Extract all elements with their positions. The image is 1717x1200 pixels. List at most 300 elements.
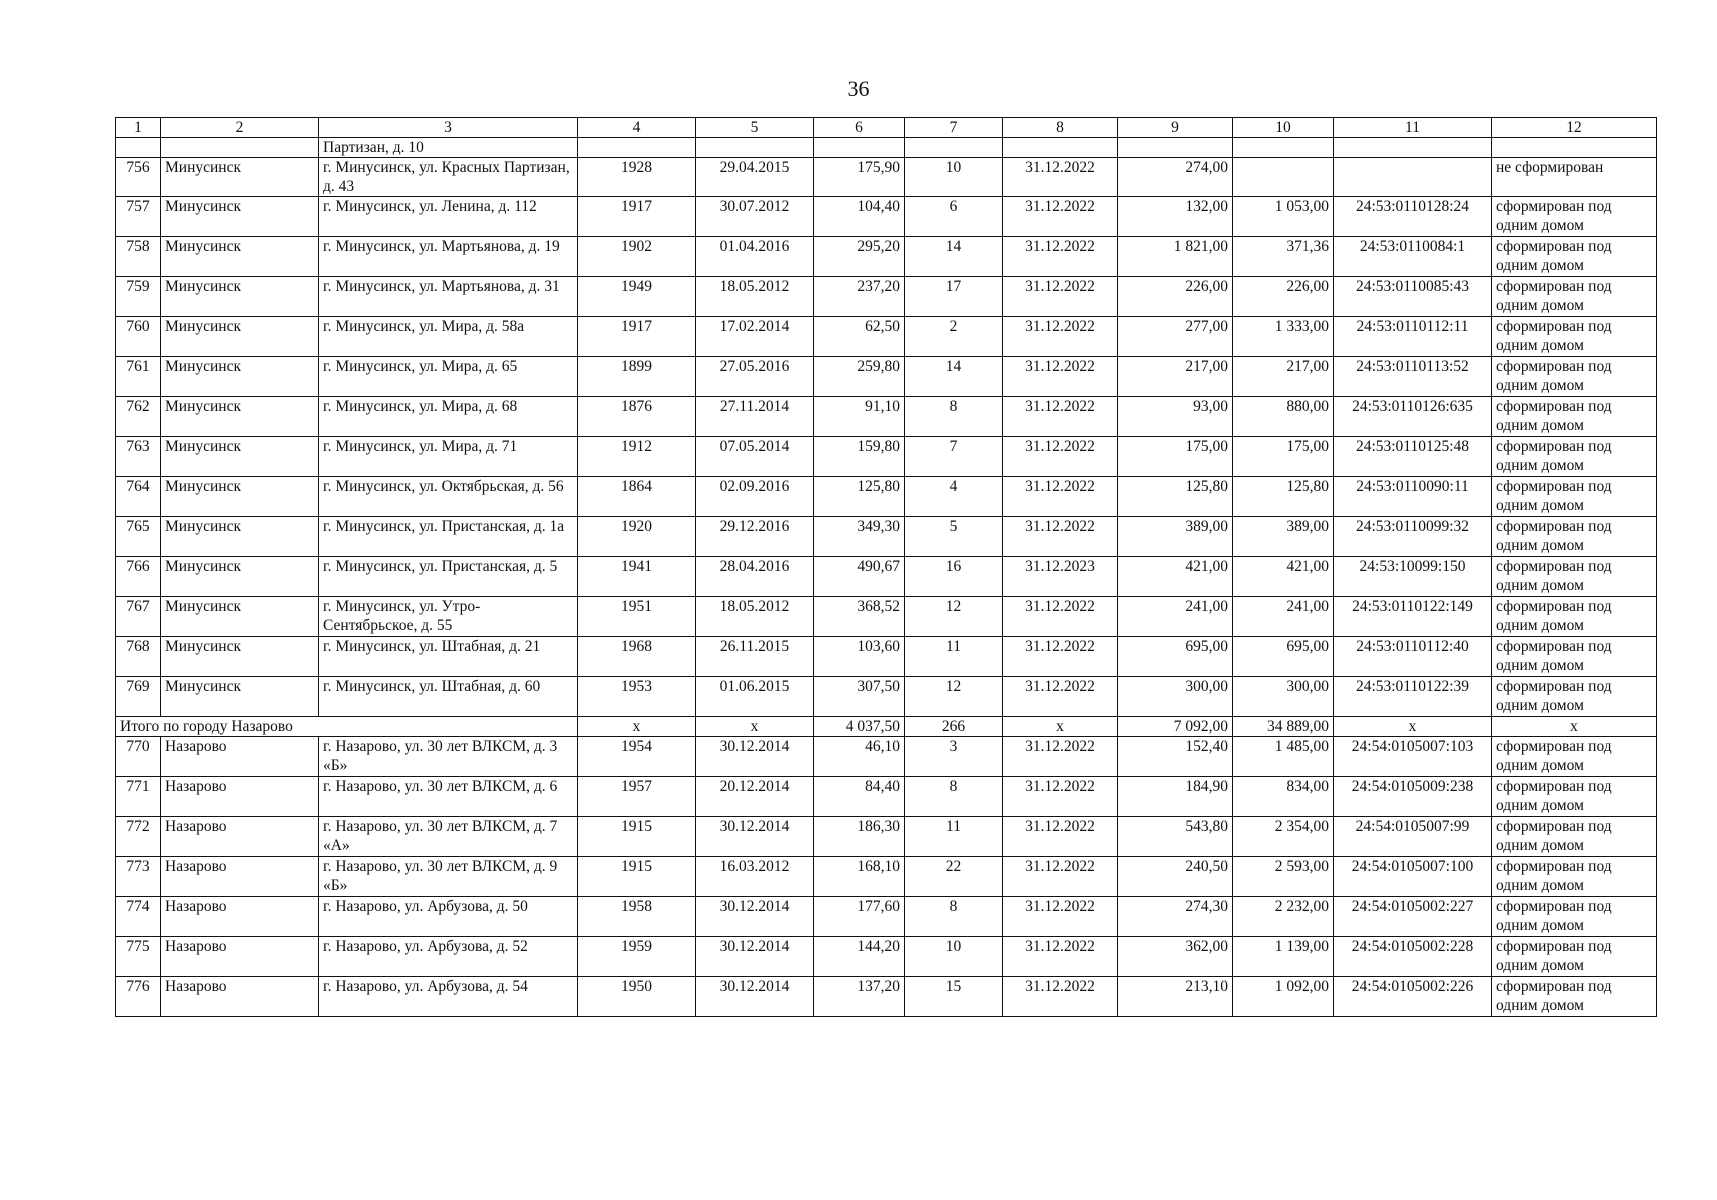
relocation-deadline: 31.12.2022 bbox=[1003, 597, 1118, 637]
area-value: 368,52 bbox=[814, 597, 905, 637]
residents-count: 11 bbox=[905, 637, 1003, 677]
build-year: 1917 bbox=[578, 197, 696, 237]
cadastral-number: 24:54:0105002:227 bbox=[1334, 897, 1492, 937]
relocation-deadline bbox=[1003, 138, 1118, 158]
table-row bbox=[116, 677, 1657, 717]
relocation-deadline: 31.12.2022 bbox=[1003, 737, 1118, 777]
address: г. Минусинск, ул. Штабная, д. 60 bbox=[319, 677, 578, 717]
residents-count bbox=[905, 138, 1003, 158]
area-value: 62,50 bbox=[814, 317, 905, 357]
value-col10: 300,00 bbox=[1233, 677, 1334, 717]
address: г. Минусинск, ул. Пристанская, д. 1а bbox=[319, 517, 578, 557]
area-value: 237,20 bbox=[814, 277, 905, 317]
area-value: 46,10 bbox=[814, 737, 905, 777]
cadastral-number: 24:53:0110122:39 bbox=[1334, 677, 1492, 717]
survey-date: 27.05.2016 bbox=[696, 357, 814, 397]
build-year: 1928 bbox=[578, 158, 696, 197]
cadastral-number bbox=[1334, 158, 1492, 197]
survey-date: 30.12.2014 bbox=[696, 897, 814, 937]
table-row bbox=[116, 357, 1657, 397]
residents-count: 15 bbox=[905, 977, 1003, 1017]
relocation-deadline: 31.12.2022 bbox=[1003, 897, 1118, 937]
column-number: 7 bbox=[905, 118, 1003, 138]
residents-count: 11 bbox=[905, 817, 1003, 857]
city-name: Минусинск bbox=[161, 477, 319, 517]
value-col9: 274,30 bbox=[1118, 897, 1233, 937]
area-value: 91,10 bbox=[814, 397, 905, 437]
land-status: сформирован под одним домом bbox=[1492, 237, 1657, 277]
survey-date: 30.12.2014 bbox=[696, 977, 814, 1017]
relocation-deadline: 31.12.2022 bbox=[1003, 637, 1118, 677]
row-number: 773 bbox=[116, 857, 161, 897]
relocation-deadline: 31.12.2022 bbox=[1003, 857, 1118, 897]
residents-count: 2 bbox=[905, 317, 1003, 357]
column-number: 5 bbox=[696, 118, 814, 138]
row-number: 776 bbox=[116, 977, 161, 1017]
survey-date bbox=[696, 138, 814, 158]
area-value: 295,20 bbox=[814, 237, 905, 277]
build-year: 1968 bbox=[578, 637, 696, 677]
relocation-deadline: 31.12.2022 bbox=[1003, 677, 1118, 717]
total-v10: 34 889,00 bbox=[1233, 717, 1334, 737]
row-number: 772 bbox=[116, 817, 161, 857]
build-year: 1920 bbox=[578, 517, 696, 557]
cadastral-number: 24:53:0110112:11 bbox=[1334, 317, 1492, 357]
total-area: 4 037,50 bbox=[814, 717, 905, 737]
cadastral-number: 24:53:0110125:48 bbox=[1334, 437, 1492, 477]
land-status: сформирован под одним домом bbox=[1492, 637, 1657, 677]
value-col10 bbox=[1233, 158, 1334, 197]
area-value: 144,20 bbox=[814, 937, 905, 977]
value-col10 bbox=[1233, 138, 1334, 158]
city-name: Минусинск bbox=[161, 517, 319, 557]
build-year: 1953 bbox=[578, 677, 696, 717]
table-row bbox=[116, 897, 1657, 937]
cadastral-number: 24:53:0110112:40 bbox=[1334, 637, 1492, 677]
value-col9: 695,00 bbox=[1118, 637, 1233, 677]
residents-count: 8 bbox=[905, 777, 1003, 817]
residents-count: 3 bbox=[905, 737, 1003, 777]
area-value: 159,80 bbox=[814, 437, 905, 477]
address: г. Назарово, ул. Арбузова, д. 54 bbox=[319, 977, 578, 1017]
city-name: Назарово bbox=[161, 897, 319, 937]
value-col10: 1 485,00 bbox=[1233, 737, 1334, 777]
relocation-deadline: 31.12.2022 bbox=[1003, 397, 1118, 437]
column-number: 8 bbox=[1003, 118, 1118, 138]
column-number: 6 bbox=[814, 118, 905, 138]
value-col10: 1 139,00 bbox=[1233, 937, 1334, 977]
area-value: 168,10 bbox=[814, 857, 905, 897]
survey-date: 27.11.2014 bbox=[696, 397, 814, 437]
table-row bbox=[116, 138, 1657, 158]
total-year: x bbox=[578, 717, 696, 737]
build-year bbox=[578, 138, 696, 158]
row-number: 770 bbox=[116, 737, 161, 777]
land-status: сформирован под одним домом bbox=[1492, 677, 1657, 717]
address: г. Минусинск, ул. Мартьянова, д. 31 bbox=[319, 277, 578, 317]
survey-date: 26.11.2015 bbox=[696, 637, 814, 677]
area-value: 125,80 bbox=[814, 477, 905, 517]
land-status: сформирован под одним домом bbox=[1492, 557, 1657, 597]
area-value: 186,30 bbox=[814, 817, 905, 857]
row-number: 769 bbox=[116, 677, 161, 717]
column-number: 3 bbox=[319, 118, 578, 138]
value-col9: 1 821,00 bbox=[1118, 237, 1233, 277]
relocation-deadline: 31.12.2022 bbox=[1003, 237, 1118, 277]
land-status bbox=[1492, 138, 1657, 158]
build-year: 1958 bbox=[578, 897, 696, 937]
residents-count: 22 bbox=[905, 857, 1003, 897]
table-row bbox=[116, 937, 1657, 977]
city-name: Минусинск bbox=[161, 158, 319, 197]
row-number: 767 bbox=[116, 597, 161, 637]
city-name: Назарово bbox=[161, 857, 319, 897]
build-year: 1912 bbox=[578, 437, 696, 477]
land-status: сформирован под одним домом bbox=[1492, 357, 1657, 397]
value-col9: 93,00 bbox=[1118, 397, 1233, 437]
build-year: 1915 bbox=[578, 857, 696, 897]
value-col10: 241,00 bbox=[1233, 597, 1334, 637]
area-value: 103,60 bbox=[814, 637, 905, 677]
value-col10: 421,00 bbox=[1233, 557, 1334, 597]
cadastral-number: 24:54:0105002:228 bbox=[1334, 937, 1492, 977]
land-status: не сформирован bbox=[1492, 158, 1657, 197]
value-col9: 421,00 bbox=[1118, 557, 1233, 597]
residents-count: 14 bbox=[905, 237, 1003, 277]
table-row bbox=[116, 197, 1657, 237]
address: г. Минусинск, ул. Мира, д. 68 bbox=[319, 397, 578, 437]
survey-date: 01.04.2016 bbox=[696, 237, 814, 277]
column-number-row bbox=[116, 118, 1657, 138]
table-row bbox=[116, 557, 1657, 597]
total-v9: 7 092,00 bbox=[1118, 717, 1233, 737]
value-col9: 152,40 bbox=[1118, 737, 1233, 777]
table-row bbox=[116, 277, 1657, 317]
column-number: 2 bbox=[161, 118, 319, 138]
address: г. Назарово, ул. 30 лет ВЛКСМ, д. 6 bbox=[319, 777, 578, 817]
value-col9: 175,00 bbox=[1118, 437, 1233, 477]
row-number: 760 bbox=[116, 317, 161, 357]
value-col9: 543,80 bbox=[1118, 817, 1233, 857]
city-name bbox=[161, 138, 319, 158]
page-number: 36 bbox=[847, 76, 870, 101]
cadastral-number: 24:53:0110090:11 bbox=[1334, 477, 1492, 517]
survey-date: 30.12.2014 bbox=[696, 737, 814, 777]
total-label: Итого по городу Назарово bbox=[116, 717, 578, 737]
value-col10: 1 092,00 bbox=[1233, 977, 1334, 1017]
residents-count: 16 bbox=[905, 557, 1003, 597]
build-year: 1949 bbox=[578, 277, 696, 317]
cadastral-number: 24:53:10099:150 bbox=[1334, 557, 1492, 597]
relocation-deadline: 31.12.2022 bbox=[1003, 357, 1118, 397]
column-number: 11 bbox=[1334, 118, 1492, 138]
row-number: 765 bbox=[116, 517, 161, 557]
value-col10: 226,00 bbox=[1233, 277, 1334, 317]
table-row bbox=[116, 977, 1657, 1017]
city-name: Минусинск bbox=[161, 637, 319, 677]
column-number: 1 bbox=[116, 118, 161, 138]
address: Партизан, д. 10 bbox=[319, 138, 578, 158]
value-col9: 274,00 bbox=[1118, 158, 1233, 197]
cadastral-number: 24:53:0110085:43 bbox=[1334, 277, 1492, 317]
survey-date: 01.06.2015 bbox=[696, 677, 814, 717]
survey-date: 20.12.2014 bbox=[696, 777, 814, 817]
area-value: 349,30 bbox=[814, 517, 905, 557]
value-col10: 389,00 bbox=[1233, 517, 1334, 557]
city-name: Минусинск bbox=[161, 317, 319, 357]
row-number: 763 bbox=[116, 437, 161, 477]
address: г. Минусинск, ул. Мира, д. 65 bbox=[319, 357, 578, 397]
residents-count: 7 bbox=[905, 437, 1003, 477]
relocation-deadline: 31.12.2022 bbox=[1003, 817, 1118, 857]
city-name: Минусинск bbox=[161, 277, 319, 317]
city-name: Минусинск bbox=[161, 437, 319, 477]
city-name: Минусинск bbox=[161, 597, 319, 637]
value-col9: 213,10 bbox=[1118, 977, 1233, 1017]
residents-count: 8 bbox=[905, 897, 1003, 937]
table-row bbox=[116, 237, 1657, 277]
value-col10: 880,00 bbox=[1233, 397, 1334, 437]
cadastral-number: 24:53:0110084:1 bbox=[1334, 237, 1492, 277]
relocation-deadline: 31.12.2022 bbox=[1003, 158, 1118, 197]
table-row bbox=[116, 517, 1657, 557]
relocation-deadline: 31.12.2022 bbox=[1003, 977, 1118, 1017]
row-number: 759 bbox=[116, 277, 161, 317]
row-number: 771 bbox=[116, 777, 161, 817]
residents-count: 17 bbox=[905, 277, 1003, 317]
address: г. Минусинск, ул. Октябрьская, д. 56 bbox=[319, 477, 578, 517]
table-row bbox=[116, 437, 1657, 477]
build-year: 1951 bbox=[578, 597, 696, 637]
cadastral-number: 24:53:0110128:24 bbox=[1334, 197, 1492, 237]
relocation-deadline: 31.12.2022 bbox=[1003, 197, 1118, 237]
survey-date: 29.12.2016 bbox=[696, 517, 814, 557]
relocation-deadline: 31.12.2022 bbox=[1003, 277, 1118, 317]
value-col9: 241,00 bbox=[1118, 597, 1233, 637]
table-row bbox=[116, 397, 1657, 437]
residents-count: 5 bbox=[905, 517, 1003, 557]
value-col10: 2 593,00 bbox=[1233, 857, 1334, 897]
residents-count: 12 bbox=[905, 677, 1003, 717]
value-col10: 2 354,00 bbox=[1233, 817, 1334, 857]
survey-date: 30.07.2012 bbox=[696, 197, 814, 237]
build-year: 1864 bbox=[578, 477, 696, 517]
area-value: 177,60 bbox=[814, 897, 905, 937]
land-status: сформирован под одним домом bbox=[1492, 737, 1657, 777]
land-status: сформирован под одним домом bbox=[1492, 817, 1657, 857]
land-status: сформирован под одним домом bbox=[1492, 777, 1657, 817]
address: г. Назарово, ул. 30 лет ВЛКСМ, д. 3 «Б» bbox=[319, 737, 578, 777]
residents-count: 10 bbox=[905, 158, 1003, 197]
row-number: 756 bbox=[116, 158, 161, 197]
cadastral-number bbox=[1334, 138, 1492, 158]
value-col10: 834,00 bbox=[1233, 777, 1334, 817]
value-col9 bbox=[1118, 138, 1233, 158]
row-number: 766 bbox=[116, 557, 161, 597]
residents-count: 12 bbox=[905, 597, 1003, 637]
city-name: Назарово bbox=[161, 777, 319, 817]
table-row bbox=[116, 737, 1657, 777]
value-col9: 184,90 bbox=[1118, 777, 1233, 817]
land-status: сформирован под одним домом bbox=[1492, 197, 1657, 237]
area-value: 104,40 bbox=[814, 197, 905, 237]
value-col9: 125,80 bbox=[1118, 477, 1233, 517]
table-row bbox=[116, 637, 1657, 677]
survey-date: 18.05.2012 bbox=[696, 277, 814, 317]
land-status: сформирован под одним домом bbox=[1492, 437, 1657, 477]
cadastral-number: 24:54:0105007:100 bbox=[1334, 857, 1492, 897]
relocation-deadline: 31.12.2022 bbox=[1003, 477, 1118, 517]
address: г. Минусинск, ул. Мира, д. 71 bbox=[319, 437, 578, 477]
city-name: Назарово bbox=[161, 817, 319, 857]
value-col10: 1 053,00 bbox=[1233, 197, 1334, 237]
area-value bbox=[814, 138, 905, 158]
city-name: Минусинск bbox=[161, 677, 319, 717]
total-deadline: x bbox=[1003, 717, 1118, 737]
build-year: 1899 bbox=[578, 357, 696, 397]
row-number: 758 bbox=[116, 237, 161, 277]
relocation-deadline: 31.12.2022 bbox=[1003, 317, 1118, 357]
survey-date: 02.09.2016 bbox=[696, 477, 814, 517]
survey-date: 29.04.2015 bbox=[696, 158, 814, 197]
cadastral-number: 24:53:0110126:635 bbox=[1334, 397, 1492, 437]
address: г. Минусинск, ул. Мира, д. 58а bbox=[319, 317, 578, 357]
city-name: Назарово bbox=[161, 937, 319, 977]
residents-count: 6 bbox=[905, 197, 1003, 237]
city-name: Минусинск bbox=[161, 557, 319, 597]
value-col10: 371,36 bbox=[1233, 237, 1334, 277]
city-name: Минусинск bbox=[161, 397, 319, 437]
value-col10: 1 333,00 bbox=[1233, 317, 1334, 357]
row-number: 757 bbox=[116, 197, 161, 237]
value-col9: 132,00 bbox=[1118, 197, 1233, 237]
registry-table bbox=[115, 117, 1657, 1017]
address: г. Назарово, ул. Арбузова, д. 52 bbox=[319, 937, 578, 977]
address: г. Минусинск, ул. Ленина, д. 112 bbox=[319, 197, 578, 237]
city-name: Минусинск bbox=[161, 197, 319, 237]
table-row bbox=[116, 777, 1657, 817]
build-year: 1876 bbox=[578, 397, 696, 437]
survey-date: 30.12.2014 bbox=[696, 937, 814, 977]
build-year: 1915 bbox=[578, 817, 696, 857]
value-col10: 2 232,00 bbox=[1233, 897, 1334, 937]
area-value: 175,90 bbox=[814, 158, 905, 197]
address: г. Минусинск, ул. Утро-Сентябрьское, д. 55 bbox=[319, 597, 578, 637]
build-year: 1917 bbox=[578, 317, 696, 357]
value-col9: 217,00 bbox=[1118, 357, 1233, 397]
row-number: 764 bbox=[116, 477, 161, 517]
column-number: 9 bbox=[1118, 118, 1233, 138]
land-status: сформирован под одним домом bbox=[1492, 597, 1657, 637]
cadastral-number: 24:54:0105002:226 bbox=[1334, 977, 1492, 1017]
relocation-deadline: 31.12.2023 bbox=[1003, 557, 1118, 597]
relocation-deadline: 31.12.2022 bbox=[1003, 937, 1118, 977]
build-year: 1957 bbox=[578, 777, 696, 817]
row-number: 761 bbox=[116, 357, 161, 397]
table-row bbox=[116, 477, 1657, 517]
address: г. Минусинск, ул. Штабная, д. 21 bbox=[319, 637, 578, 677]
column-number: 10 bbox=[1233, 118, 1334, 138]
land-status: сформирован под одним домом bbox=[1492, 937, 1657, 977]
row-number: 775 bbox=[116, 937, 161, 977]
address: г. Назарово, ул. 30 лет ВЛКСМ, д. 7 «А» bbox=[319, 817, 578, 857]
city-name: Назарово bbox=[161, 737, 319, 777]
area-value: 84,40 bbox=[814, 777, 905, 817]
value-col10: 217,00 bbox=[1233, 357, 1334, 397]
land-status: сформирован под одним домом bbox=[1492, 897, 1657, 937]
survey-date: 16.03.2012 bbox=[696, 857, 814, 897]
column-number: 4 bbox=[578, 118, 696, 138]
cadastral-number: 24:54:0105007:103 bbox=[1334, 737, 1492, 777]
area-value: 490,67 bbox=[814, 557, 905, 597]
survey-date: 07.05.2014 bbox=[696, 437, 814, 477]
table-row bbox=[116, 857, 1657, 897]
land-status: сформирован под одним домом bbox=[1492, 977, 1657, 1017]
row-number bbox=[116, 138, 161, 158]
build-year: 1950 bbox=[578, 977, 696, 1017]
relocation-deadline: 31.12.2022 bbox=[1003, 437, 1118, 477]
total-date: x bbox=[696, 717, 814, 737]
relocation-deadline: 31.12.2022 bbox=[1003, 777, 1118, 817]
land-status: сформирован под одним домом bbox=[1492, 397, 1657, 437]
address: г. Назарово, ул. Арбузова, д. 50 bbox=[319, 897, 578, 937]
value-col10: 125,80 bbox=[1233, 477, 1334, 517]
address: г. Минусинск, ул. Мартьянова, д. 19 bbox=[319, 237, 578, 277]
value-col9: 300,00 bbox=[1118, 677, 1233, 717]
build-year: 1941 bbox=[578, 557, 696, 597]
survey-date: 17.02.2014 bbox=[696, 317, 814, 357]
survey-date: 28.04.2016 bbox=[696, 557, 814, 597]
table-row bbox=[116, 597, 1657, 637]
build-year: 1902 bbox=[578, 237, 696, 277]
land-status: сформирован под одним домом bbox=[1492, 517, 1657, 557]
cadastral-number: 24:54:0105007:99 bbox=[1334, 817, 1492, 857]
row-number: 762 bbox=[116, 397, 161, 437]
build-year: 1959 bbox=[578, 937, 696, 977]
cadastral-number: 24:53:0110122:149 bbox=[1334, 597, 1492, 637]
build-year: 1954 bbox=[578, 737, 696, 777]
residents-count: 8 bbox=[905, 397, 1003, 437]
city-name: Назарово bbox=[161, 977, 319, 1017]
address: г. Минусинск, ул. Пристанская, д. 5 bbox=[319, 557, 578, 597]
value-col10: 175,00 bbox=[1233, 437, 1334, 477]
cadastral-number: 24:53:0110113:52 bbox=[1334, 357, 1492, 397]
column-number: 12 bbox=[1492, 118, 1657, 138]
residents-count: 4 bbox=[905, 477, 1003, 517]
area-value: 307,50 bbox=[814, 677, 905, 717]
value-col9: 362,00 bbox=[1118, 937, 1233, 977]
value-col9: 277,00 bbox=[1118, 317, 1233, 357]
cadastral-number: 24:54:0105009:238 bbox=[1334, 777, 1492, 817]
total-cadastre: x bbox=[1334, 717, 1492, 737]
total-count: 266 bbox=[905, 717, 1003, 737]
city-name: Минусинск bbox=[161, 357, 319, 397]
survey-date: 30.12.2014 bbox=[696, 817, 814, 857]
survey-date: 18.05.2012 bbox=[696, 597, 814, 637]
land-status: сформирован под одним домом bbox=[1492, 477, 1657, 517]
area-value: 259,80 bbox=[814, 357, 905, 397]
address: г. Минусинск, ул. Красных Партизан, д. 43 bbox=[319, 158, 578, 197]
value-col10: 695,00 bbox=[1233, 637, 1334, 677]
land-status: сформирован под одним домом bbox=[1492, 857, 1657, 897]
relocation-deadline: 31.12.2022 bbox=[1003, 517, 1118, 557]
value-col9: 389,00 bbox=[1118, 517, 1233, 557]
row-number: 774 bbox=[116, 897, 161, 937]
total-status: x bbox=[1492, 717, 1657, 737]
residents-count: 14 bbox=[905, 357, 1003, 397]
table-row bbox=[116, 817, 1657, 857]
area-value: 137,20 bbox=[814, 977, 905, 1017]
